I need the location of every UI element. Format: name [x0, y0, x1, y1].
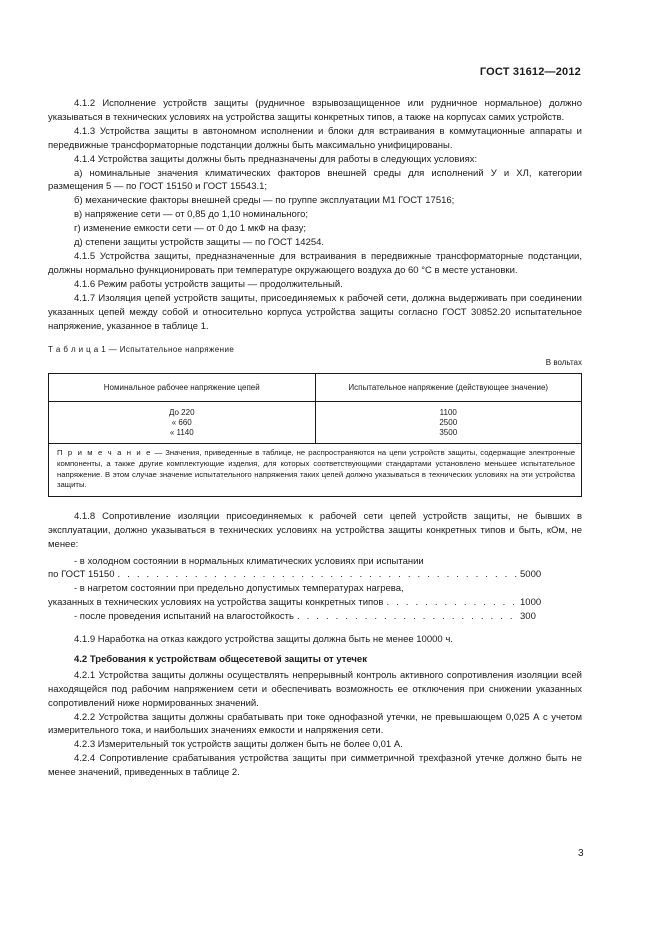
table1-caption: Т а б л и ц а 1 — Испытательное напряжение	[48, 345, 235, 355]
condition-a: а) номинальные значения климатических факторов внешней среды для исполнений У и ХЛ, категории размещения 5 — по ГОСТ 15150 и ГОСТ 15543.1;	[48, 167, 582, 193]
paragraph-4-1-3: 4.1.3 Устройства защиты в автономном исполнении и блоки для встраивания в коммутационные аппараты и передвижные трансформаторные подстанции должны быть максимально унифицированы.	[48, 125, 582, 151]
paragraph-4-2-3: 4.2.3 Измерительный ток устройств защиты должен быть не более 0,01 А.	[74, 739, 403, 751]
nominal-voltage-value: « 1140	[169, 428, 194, 438]
paragraph-4-1-9: 4.1.9 Наработка на отказ каждого устройства защиты должна быть не менее 10000 ч.	[74, 634, 453, 646]
table-header-row	[49, 374, 582, 402]
table-note	[49, 444, 582, 496]
condition-d: д) степени защиты устройств защиты — по ГОСТ 14254.	[74, 237, 325, 249]
page-number: 3	[578, 848, 584, 859]
note-label: П р и м е ч а н и е	[57, 448, 152, 458]
test-voltage-cell	[315, 402, 582, 444]
paragraph-4-1-6: 4.1.6 Режим работы устройств защиты — продолжительный.	[74, 278, 343, 290]
leader-dots	[297, 610, 517, 624]
leader-dots	[386, 596, 517, 610]
paragraph-4-2-1: 4.2.1 Устройства защиты должны осуществлять непрерывный контроль активного сопротивления изоляции всей находящейся под рабочим напряжением сети и обеспечивать возможность ее отключения при снижении указанных сопротивлений ниже нормированных значений.	[48, 669, 582, 709]
paragraph-4-1-4: 4.1.4 Устройства защиты должны быть предназначены для работы в следующих условиях:	[74, 153, 478, 165]
resistance-cold-row	[48, 568, 582, 582]
paragraph-4-1-7: 4.1.7 Изоляция цепей устройств защиты, присоединяемых к рабочей сети, должна выдерживать при соединении указанных цепей между собой и относительно корпуса устройства защиты согласно ГОСТ 30852.20 испытательное напряжение, указанное в таблице 1.	[48, 292, 582, 332]
resistance-cold-line2: по ГОСТ 15150	[48, 569, 115, 581]
paragraph-4-1-8: 4.1.8 Сопротивление изоляции присоединяемых к рабочей сети цепей устройств защиты, не бывших в эксплуатации, должно указываться в технических условиях на устройства защиты конкретных типов и быть, кОм, не менее:	[48, 510, 582, 550]
test-voltage-table	[48, 373, 582, 496]
leader-dots	[117, 568, 517, 582]
resistance-hot-row	[48, 596, 582, 610]
resistance-humidity-row	[48, 610, 582, 624]
nominal-voltage-value: До 220	[168, 408, 195, 418]
test-voltage-value: 3500	[439, 428, 458, 438]
resistance-hot-line2: указанных в технических условиях на устройства защиты конкретных типов	[48, 597, 384, 609]
resistance-cold-value: 5000	[520, 569, 542, 581]
table-note-row	[49, 444, 582, 496]
condition-v: в) напряжение сети — от 0,85 до 1,10 номинального;	[74, 209, 309, 221]
resistance-hot-value: 1000	[520, 597, 542, 609]
column-header-test-voltage: Испытательное напряжение (действующее значение)	[315, 374, 582, 402]
resistance-humidity-value: 300	[520, 611, 536, 623]
document-id-header: ГОСТ 31612—2012	[479, 66, 581, 78]
column-header-nominal-voltage: Номинальное рабочее напряжение цепей	[49, 374, 316, 402]
paragraph-4-1-2: 4.1.2 Исполнение устройств защиты (рудничное взрывозащищенное или рудничное нормальное) должно указываться в технических условиях на устройства защиты конкретных типов, а также на корпусах самих устройств.	[48, 98, 582, 123]
condition-b: б) механические факторы внешней среды — по группе эксплуатации М1 ГОСТ 17516;	[74, 195, 455, 207]
paragraph-4-2-2: 4.2.2 Устройства защиты должны срабатывать при токе однофазной утечки, не превышающем 0,025 А с учетом измерительного тока, и наибольших значениях емкости и напряжения сети.	[48, 711, 582, 737]
table1-unit: В вольтах	[545, 358, 582, 368]
resistance-list	[48, 555, 582, 625]
nominal-voltage-cell	[49, 402, 316, 444]
resistance-cold-line1: - в холодном состоянии в нормальных климатических условиях при испытании	[74, 555, 424, 567]
paragraph-4-1-5: 4.1.5 Устройства защиты, предназначенные для встраивания в передвижные трансформаторные подстанции, должны нормально функционировать при температуре окружающего воздуха до 60 °С в месте установки.	[48, 250, 582, 276]
condition-g: г) изменение емкости сети — от 0 до 1 мкФ на фазу;	[74, 223, 307, 235]
resistance-humidity-line: - после проведения испытаний на влагостойкость	[74, 611, 294, 623]
paragraph-4-2-4: 4.2.4 Сопротивление срабатывания устройства защиты при симметричной трехфазной утечке должно быть не менее значений, приведенных в таблице 2.	[48, 753, 582, 779]
resistance-hot-line1: - в нагретом состоянии при предельно допустимых температурах нагрева,	[74, 583, 404, 595]
note-text: — Значения, приведенные в таблице, не распространяются на цепи устройств защиты, содержащие электронные компоненты, а также другие комплектующие изделия, для которых соответствующими стандартами установлено меньшее испытательное напряжение. В этом случае значение испытательного напряжения таких цепей должно указываться в технических условиях на эти устройства защиты.	[57, 448, 575, 490]
test-voltage-value: 1100	[439, 408, 457, 418]
page-content	[48, 97, 582, 780]
section-heading-4-2: 4.2 Требования к устройствам общесетевой защиты от утечек	[74, 653, 367, 665]
test-voltage-value: 2500	[439, 418, 458, 428]
table-row	[49, 402, 582, 444]
table1-caption-row	[48, 344, 582, 368]
nominal-voltage-value: « 660	[171, 418, 192, 428]
